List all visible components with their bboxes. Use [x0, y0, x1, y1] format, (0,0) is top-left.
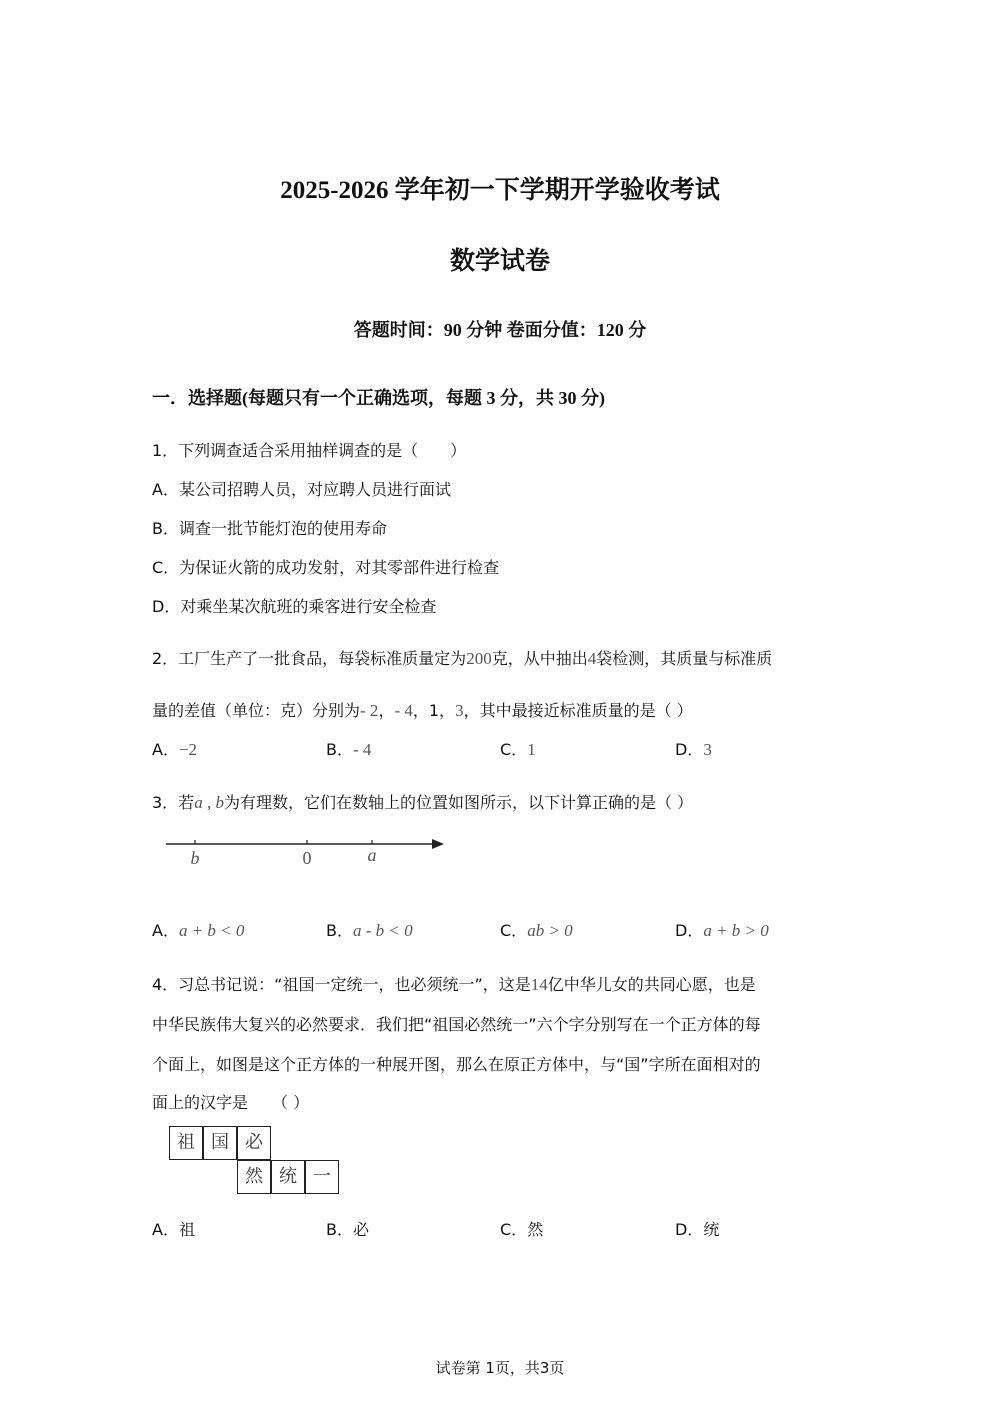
q4-line1: 4．习总书记说：“祖国一定统一，也必须统一”，这是14亿中华儿女的共同心愿，也是 [152, 975, 756, 994]
q3-option-a: A．a + b < 0 [152, 921, 245, 940]
q2-text: 2．工厂生产了一批食品，每袋标准质量定为 [152, 649, 467, 668]
q3-option-b: B．a - b < 0 [326, 921, 413, 940]
q4-line2: 中华民族伟大复兴的必然要求．我们把“祖国必然统一”六个字分别写在一个正方体的每 [152, 1015, 761, 1034]
q3-option-c: C．ab > 0 [500, 921, 573, 940]
q1-option-a: A．某公司招聘人员，对应聘人员进行面试 [152, 480, 451, 499]
q4-option-b: B．必 [326, 1220, 369, 1239]
q1-option-c: C．为保证火箭的成功发射，对其零部件进行检查 [152, 558, 500, 577]
q2-math: 4 [587, 649, 597, 668]
q2-math: 3 [455, 701, 464, 720]
net-cell-1: 祖 [169, 1126, 203, 1160]
section-heading: 一．选择题(每题只有一个正确选项，每题 3 分，共 30 分) [152, 388, 605, 408]
q4-option-c: C．然 [500, 1220, 544, 1239]
q4-option-a: A．祖 [152, 1220, 195, 1239]
q2-line1 [152, 646, 772, 669]
q2-math: 200 [466, 649, 492, 668]
q2-text: ，其中最接近标准质量的是（ ） [463, 701, 693, 720]
q2-option-b: B．- 4 [326, 740, 372, 759]
label-a: a [367, 845, 377, 865]
exam-info: 答题时间：90 分钟 卷面分值：120 分 [353, 320, 647, 340]
q2-option-c: C．1 [500, 740, 536, 759]
q2-text: 袋检测，其质量与标准质 [596, 649, 773, 668]
net-cell-6: 一 [305, 1160, 339, 1194]
q1-option-d: D．对乘坐某次航班的乘客进行安全检查 [152, 597, 437, 616]
label-zero: 0 [302, 848, 312, 868]
q2-text: ， [378, 701, 395, 720]
net-cell-3: 必 [237, 1126, 271, 1160]
q2-text: 克，从中抽出 [491, 649, 588, 668]
q2-option-d: D．3 [675, 740, 712, 759]
q3-stem: 3．若a , b为有理数，它们在数轴上的位置如图所示，以下计算正确的是（ ） [152, 793, 694, 812]
q2-math: - 4 [394, 701, 413, 720]
net-cell-2: 国 [203, 1126, 237, 1160]
q3-option-d: D．a + b > 0 [675, 921, 769, 940]
exam-subtitle: 数学试卷 [449, 248, 550, 275]
q4-line3: 个面上，如图是这个正方体的一种展开图，那么在原正方体中，与“国”字所在面相对的 [152, 1055, 761, 1074]
arrow-right-icon [432, 839, 444, 849]
q2-text: 量的差值（单位：克）分别为 [152, 701, 361, 720]
number-line-diagram [160, 830, 460, 875]
q2-text: ，1， [412, 701, 456, 720]
exam-title: 2025-2026 学年初一下学期开学验收考试 [280, 177, 720, 204]
page-footer: 试卷第 1页，共3页 [435, 1359, 565, 1377]
q1-option-b: B．调查一批节能灯泡的使用寿命 [152, 519, 387, 538]
label-b: b [190, 848, 200, 868]
q4-line4: 面上的汉字是 （ ） [152, 1093, 310, 1112]
net-cell-5: 统 [271, 1160, 305, 1194]
q2-line2 [152, 698, 693, 721]
q1-stem: 1．下列调查适合采用抽样调查的是（ ） [152, 441, 467, 460]
q4-option-d: D．统 [675, 1220, 720, 1239]
net-cell-4: 然 [237, 1160, 271, 1194]
q2-math: - 2 [360, 701, 379, 720]
q2-option-a: A．−2 [152, 740, 198, 759]
